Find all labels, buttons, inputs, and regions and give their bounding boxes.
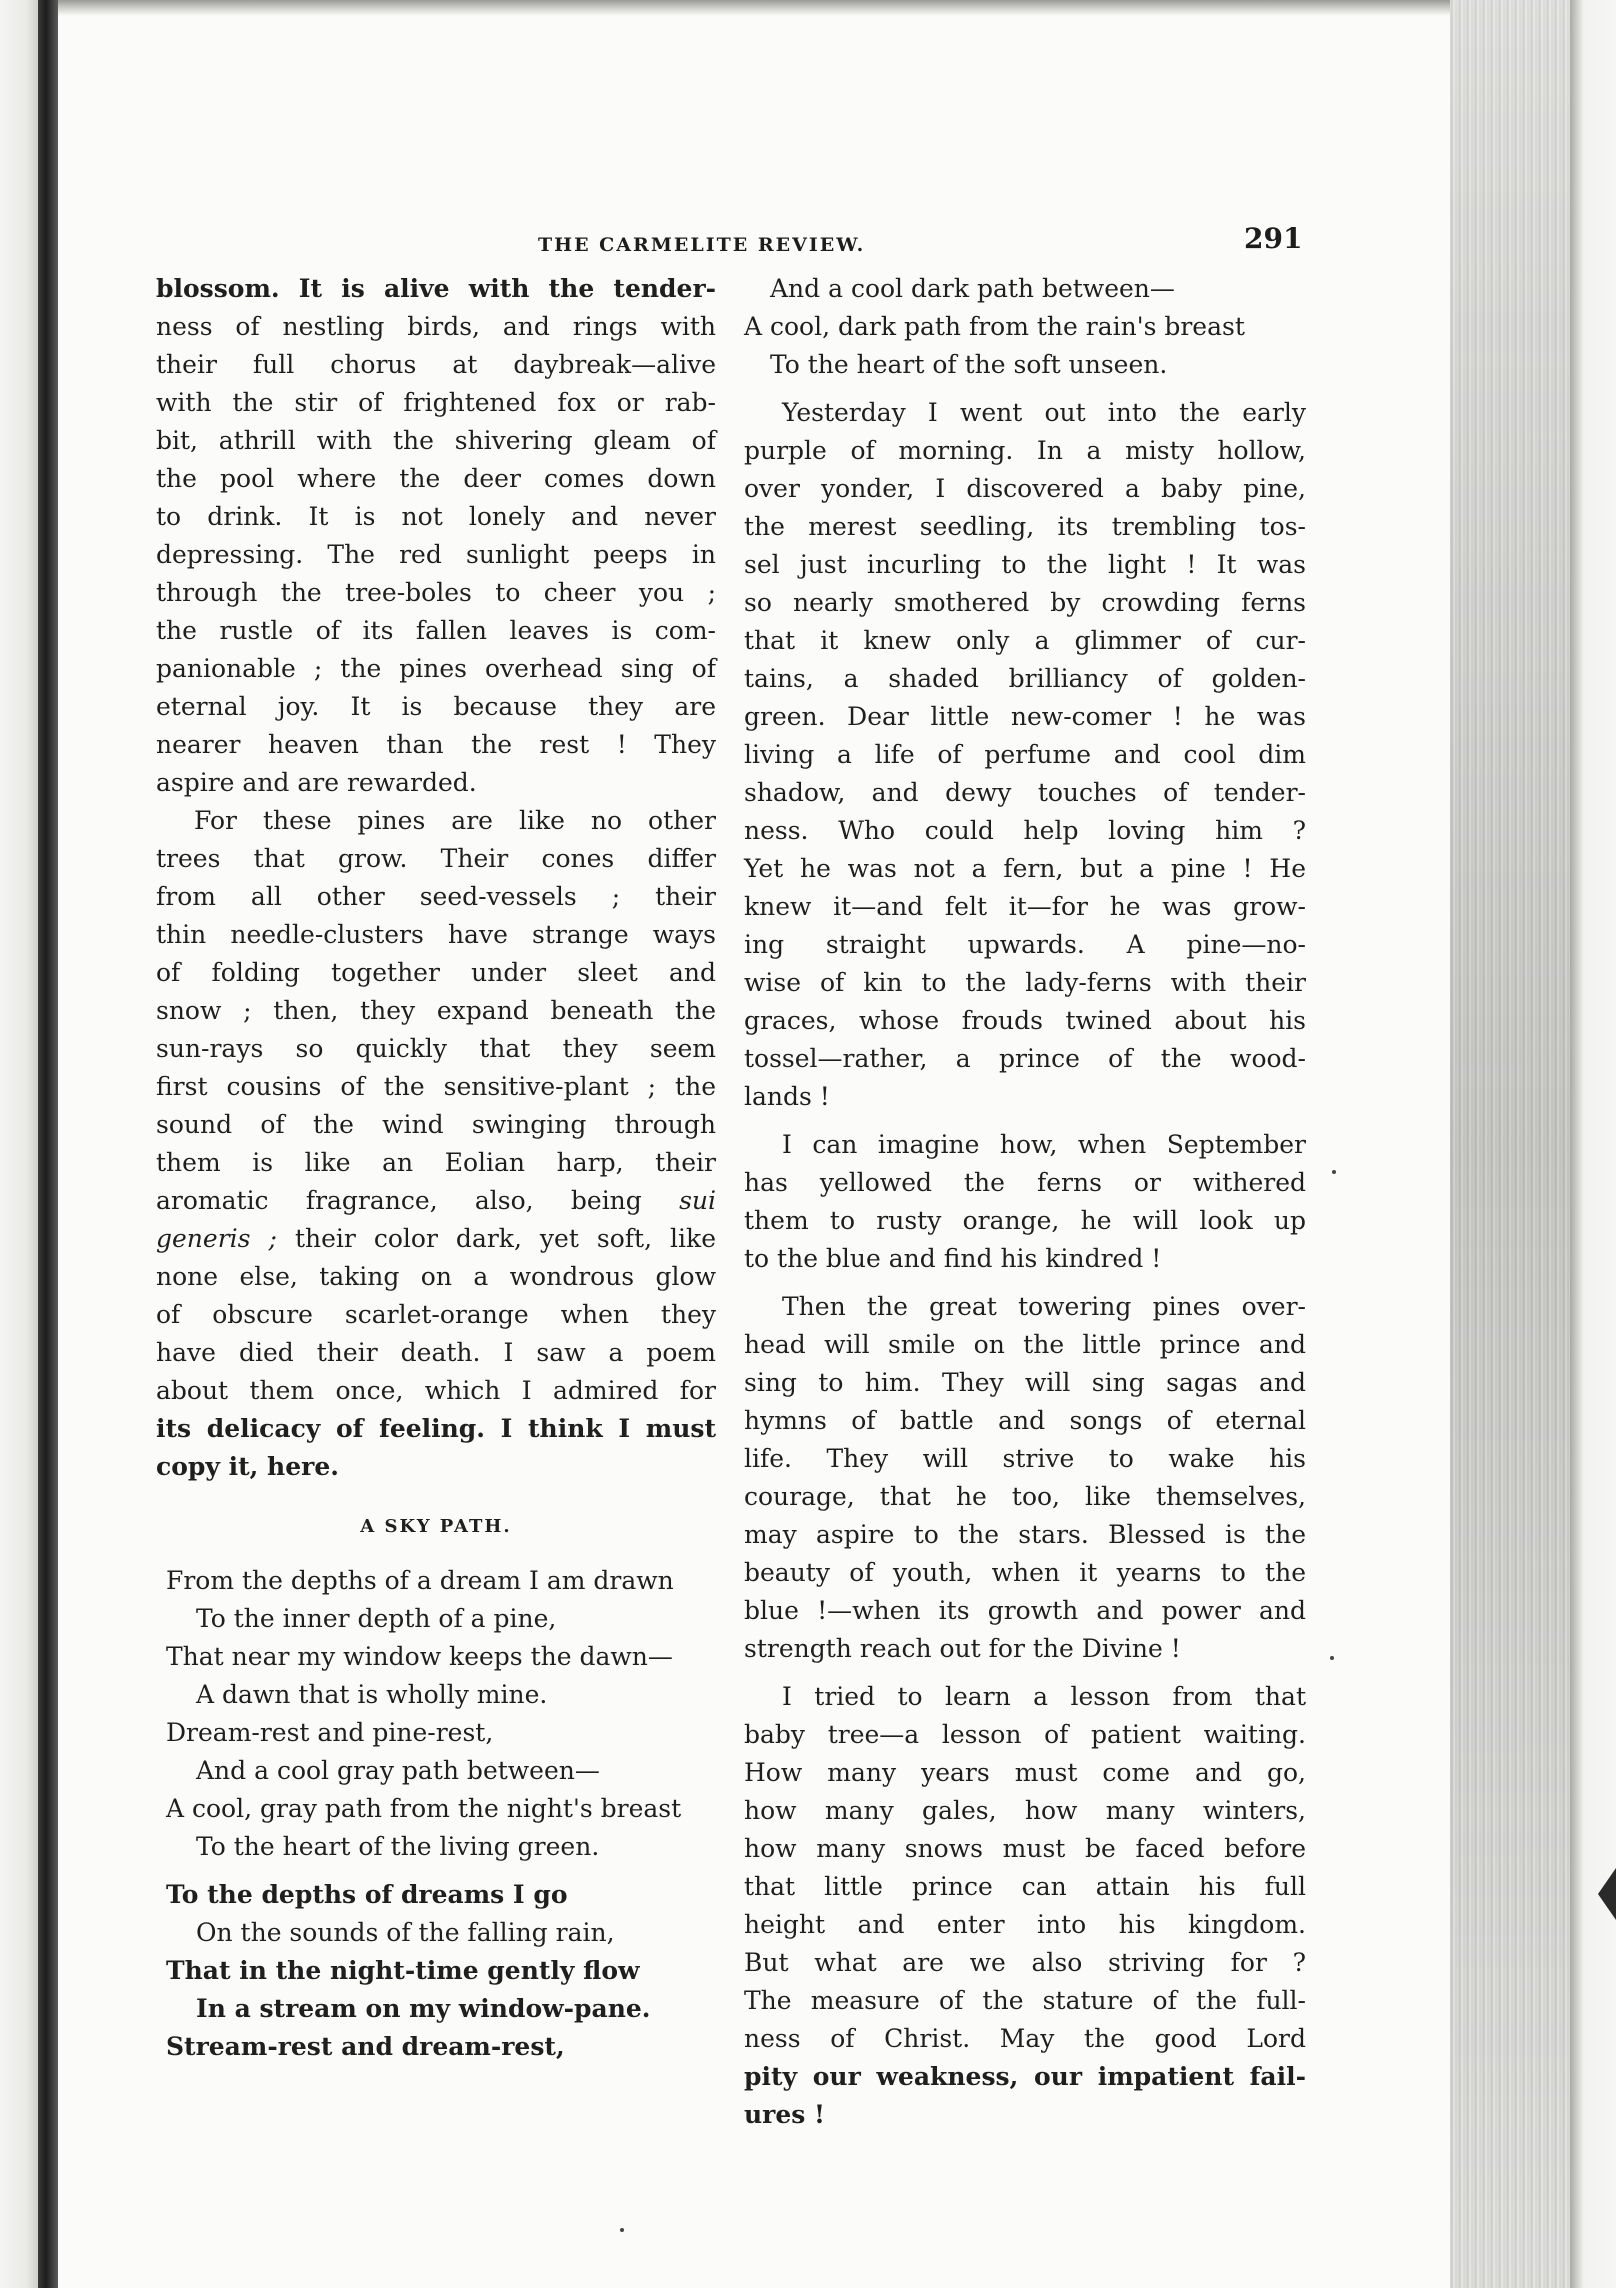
left-column: [156, 270, 716, 2066]
verse-line: On the sounds of the falling rain,: [196, 1918, 615, 1947]
text-line: Then the great towering pines over-: [782, 1292, 1306, 1321]
paragraph-pines: [156, 802, 716, 1486]
poem-stanza-1: [156, 1562, 716, 1866]
text-line: head will smile on the little prince and: [744, 1330, 1306, 1359]
text-line: I tried to learn a lesson from that: [782, 1682, 1306, 1711]
text-line: with the stir of frightened fox or rab-: [156, 388, 716, 417]
text-line: Yet he was not a fern, but a pine ! He: [744, 854, 1306, 883]
text-line: For these pines are like no other: [194, 806, 716, 835]
verse-line: In a stream on my window-pane.: [196, 1994, 651, 2023]
text-line: shadow, and dewy touches of tender-: [744, 778, 1306, 807]
text-line: thin needle-clusters have strange ways: [156, 920, 716, 949]
text-line: ing straight upwards. A pine—no-: [744, 930, 1306, 959]
text-line: to the blue and find his kindred !: [744, 1244, 1162, 1273]
text-line: graces, whose frouds twined about his: [744, 1006, 1306, 1035]
text-line: ness. Who could help loving him ?: [744, 816, 1306, 845]
text-line: that it knew only a glimmer of cur-: [744, 626, 1306, 655]
italic-term: sui: [679, 1186, 716, 1215]
text-line: bit, athrill with the shivering gleam of: [156, 426, 716, 455]
text-line: living a life of perfume and cool dim: [744, 740, 1306, 769]
text-line: green. Dear little new-comer ! he was: [744, 702, 1306, 731]
text-fragment: aromatic fragrance, also, being: [156, 1186, 680, 1215]
text-line: sound of the wind swinging through: [156, 1110, 716, 1139]
text-line: may aspire to the stars. Blessed is the: [744, 1520, 1306, 1549]
text-line: the pool where the deer comes down: [156, 464, 716, 493]
paragraph-baby-pine: [744, 394, 1306, 1116]
text-line: that little prince can attain his full: [744, 1872, 1306, 1901]
paragraph-lesson: [744, 1678, 1306, 2134]
print-speck: [1330, 1656, 1334, 1660]
text-line: I can imagine how, when September: [782, 1130, 1306, 1159]
page-top-edge: [58, 0, 1570, 16]
verse-line: A cool, dark path from the rain's breast: [744, 312, 1245, 341]
text-line: them to rusty orange, he will look up: [744, 1206, 1306, 1235]
text-line: ness of Christ. May the good Lord: [744, 2024, 1306, 2053]
text-line: through the tree-boles to cheer you ;: [156, 578, 716, 607]
verse-line: That in the night-time gently flow: [166, 1956, 640, 1985]
paragraph-towering-pines: [744, 1288, 1306, 1668]
text-line: sing to him. They will sing sagas and: [744, 1368, 1306, 1397]
page-edges: [1450, 0, 1570, 2288]
text-line: depressing. The red sunlight peeps in: [156, 540, 716, 569]
text-line: purple of morning. In a misty hollow,: [744, 436, 1306, 465]
verse-line: That near my window keeps the dawn—: [166, 1642, 673, 1671]
verse-line: To the heart of the living green.: [196, 1832, 600, 1861]
text-line: over yonder, I discovered a baby pine,: [744, 474, 1306, 503]
text-line: them is like an Eolian harp, their: [156, 1148, 716, 1177]
running-title: THE CARMELITE REVIEW.: [538, 234, 866, 256]
text-line: of folding together under sleet and: [156, 958, 716, 987]
text-line: first cousins of the sensitive-plant ; the: [156, 1072, 716, 1101]
text-line: blossom. It is alive with the tender-: [156, 274, 716, 303]
text-line: ures !: [744, 2100, 826, 2129]
text-line: But what are we also striving for ?: [744, 1948, 1306, 1977]
text-line: panionable ; the pines overhead sing of: [156, 654, 716, 683]
text-line: [156, 1220, 716, 1258]
text-line: of obscure scarlet-orange when they: [156, 1300, 716, 1329]
page-tab-marker: [1598, 1868, 1616, 1920]
text-line: eternal joy. It is because they are: [156, 692, 716, 721]
text-line: courage, that he too, like themselves,: [744, 1482, 1306, 1511]
italic-term: generis ;: [156, 1224, 277, 1253]
text-line: How many years must come and go,: [744, 1758, 1306, 1787]
text-line: sel just incurling to the light ! It was: [744, 550, 1306, 579]
text-line: baby tree—a lesson of patient waiting.: [744, 1720, 1306, 1749]
left-margin: [0, 0, 38, 2288]
verse-line: Stream-rest and dream-rest,: [166, 2032, 565, 2061]
text-line: snow ; then, they expand beneath the: [156, 996, 716, 1025]
poem-continued: [744, 270, 1306, 384]
text-line: sun-rays so quickly that they seem: [156, 1034, 716, 1063]
text-line: none else, taking on a wondrous glow: [156, 1262, 716, 1291]
paragraph-forest: [156, 270, 716, 802]
text-line: to drink. It is not lonely and never: [156, 502, 716, 531]
text-line: their full chorus at daybreak—alive: [156, 350, 716, 379]
text-line: its delicacy of feeling. I think I must: [156, 1414, 716, 1443]
right-margin: [1570, 0, 1616, 2288]
text-line: Yesterday I went out into the early: [782, 398, 1306, 427]
verse-line: To the inner depth of a pine,: [196, 1604, 557, 1633]
text-line: how many gales, how many winters,: [744, 1796, 1306, 1825]
text-line: copy it, here.: [156, 1452, 339, 1481]
text-line: the merest seedling, its trembling tos-: [744, 512, 1306, 541]
paragraph-september: [744, 1126, 1306, 1278]
verse-line: A dawn that is wholly mine.: [196, 1680, 548, 1709]
text-line: how many snows must be faced before: [744, 1834, 1306, 1863]
text-line: [156, 1182, 716, 1220]
verse-line: And a cool gray path between—: [196, 1756, 600, 1785]
verse-line: To the heart of the soft unseen.: [770, 350, 1168, 379]
verse-line: Dream-rest and pine-rest,: [166, 1718, 494, 1747]
text-line: knew it—and felt it—for he was grow-: [744, 892, 1306, 921]
verse-line: To the depths of dreams I go: [166, 1880, 568, 1909]
text-line: wise of kin to the lady-ferns with their: [744, 968, 1306, 997]
text-line: The measure of the stature of the full-: [744, 1986, 1306, 2015]
text-line: hymns of battle and songs of eternal: [744, 1406, 1306, 1435]
text-line: height and enter into his kingdom.: [744, 1910, 1306, 1939]
text-line: tains, a shaded brilliancy of golden-: [744, 664, 1306, 693]
right-column: [744, 270, 1306, 2134]
text-line: about them once, which I admired for: [156, 1376, 716, 1405]
text-line: pity our weakness, our impatient fail-: [744, 2062, 1306, 2091]
text-line: the rustle of its fallen leaves is com-: [156, 616, 716, 645]
verse-line: From the depths of a dream I am drawn: [166, 1566, 674, 1595]
text-line: have died their death. I saw a poem: [156, 1338, 716, 1367]
text-line: from all other seed-vessels ; their: [156, 882, 716, 911]
verse-line: A cool, gray path from the night's breast: [166, 1794, 682, 1823]
book-gutter: [38, 0, 58, 2288]
print-speck: [1332, 1170, 1336, 1174]
poem-stanza-2: [156, 1876, 716, 2066]
text-line: aspire and are rewarded.: [156, 768, 477, 797]
poem-title: A SKY PATH.: [360, 1516, 512, 1537]
text-line: lands !: [744, 1082, 830, 1111]
print-speck: [620, 2228, 624, 2232]
text-line: blue !—when its growth and power and: [744, 1596, 1306, 1625]
text-line: strength reach out for the Divine !: [744, 1634, 1181, 1663]
text-line: tossel—rather, a prince of the wood-: [744, 1044, 1306, 1073]
text-line: has yellowed the ferns or withered: [744, 1168, 1306, 1197]
text-line: nearer heaven than the rest ! They: [156, 730, 716, 759]
page-number: 291: [1244, 222, 1303, 255]
text-line: beauty of youth, when it yearns to the: [744, 1558, 1306, 1587]
text-line: ness of nestling birds, and rings with: [156, 312, 716, 341]
text-line: so nearly smothered by crowding ferns: [744, 588, 1306, 617]
text-line: trees that grow. Their cones differ: [156, 844, 716, 873]
verse-line: And a cool dark path between—: [770, 274, 1175, 303]
text-line: life. They will strive to wake his: [744, 1444, 1306, 1473]
text-fragment: their color dark, yet soft, like: [276, 1224, 716, 1253]
